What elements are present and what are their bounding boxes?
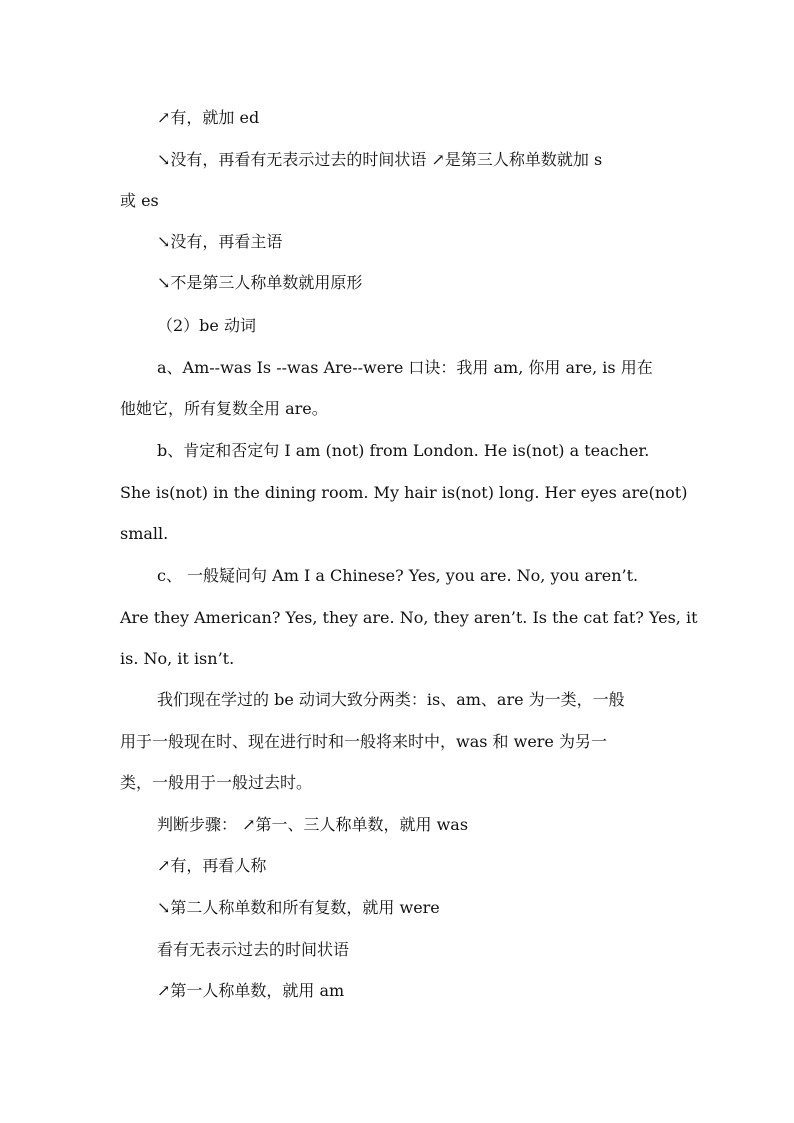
text-line: Are they American? Yes, they are. No, they aren’t. Is the cat fat? Yes, it [120, 608, 698, 627]
text-line: b、肯定和否定句 I am (not) from London. He is(not) a teacher. [157, 441, 650, 460]
text-line: ↘第二人称单数和所有复数，就用 were [157, 898, 440, 917]
text-line: ↘没有，再看有无表示过去的时间状语 ↗是第三人称单数就加 s [157, 150, 603, 169]
text-line: ↗有，就加 ed [157, 108, 260, 127]
text-line: is. No, it isn’t. [120, 649, 235, 668]
text-line: small. [120, 524, 169, 543]
text-line: ↘不是第三人称单数就用原形 [157, 273, 363, 292]
text-line: 用于一般现在时、现在进行时和一般将来时中，was 和 were 为另一 [120, 732, 607, 751]
text-line: 或 es [120, 191, 159, 210]
text-line: She is(not) in the dining room. My hair is(not) long. Her eyes are(not) [120, 483, 688, 502]
text-line: c、 一般疑问句 Am I a Chinese? Yes, you are. No, you aren’t. [157, 566, 639, 585]
text-line: ↘没有，再看主语 [157, 232, 283, 251]
section-heading: （2）be 动词 [157, 316, 256, 335]
text-line: a、Am--was Is --was Are--were 口诀：我用 am, 你用 are, is 用在 [157, 358, 653, 377]
text-line: 类，一般用于一般过去时。 [120, 773, 313, 792]
text-line: 我们现在学过的 be 动词大致分两类：is、am、are 为一类，一般 [157, 690, 625, 709]
text-line: 他她它，所有复数全用 are。 [120, 399, 328, 418]
text-line: 判断步骤： ↗第一、三人称单数，就用 was [157, 815, 469, 834]
text-line: ↗有，再看人称 [157, 856, 267, 875]
text-line: ↗第一人称单数，就用 am [157, 981, 345, 1000]
text-line: 看有无表示过去的时间状语 [157, 940, 350, 959]
